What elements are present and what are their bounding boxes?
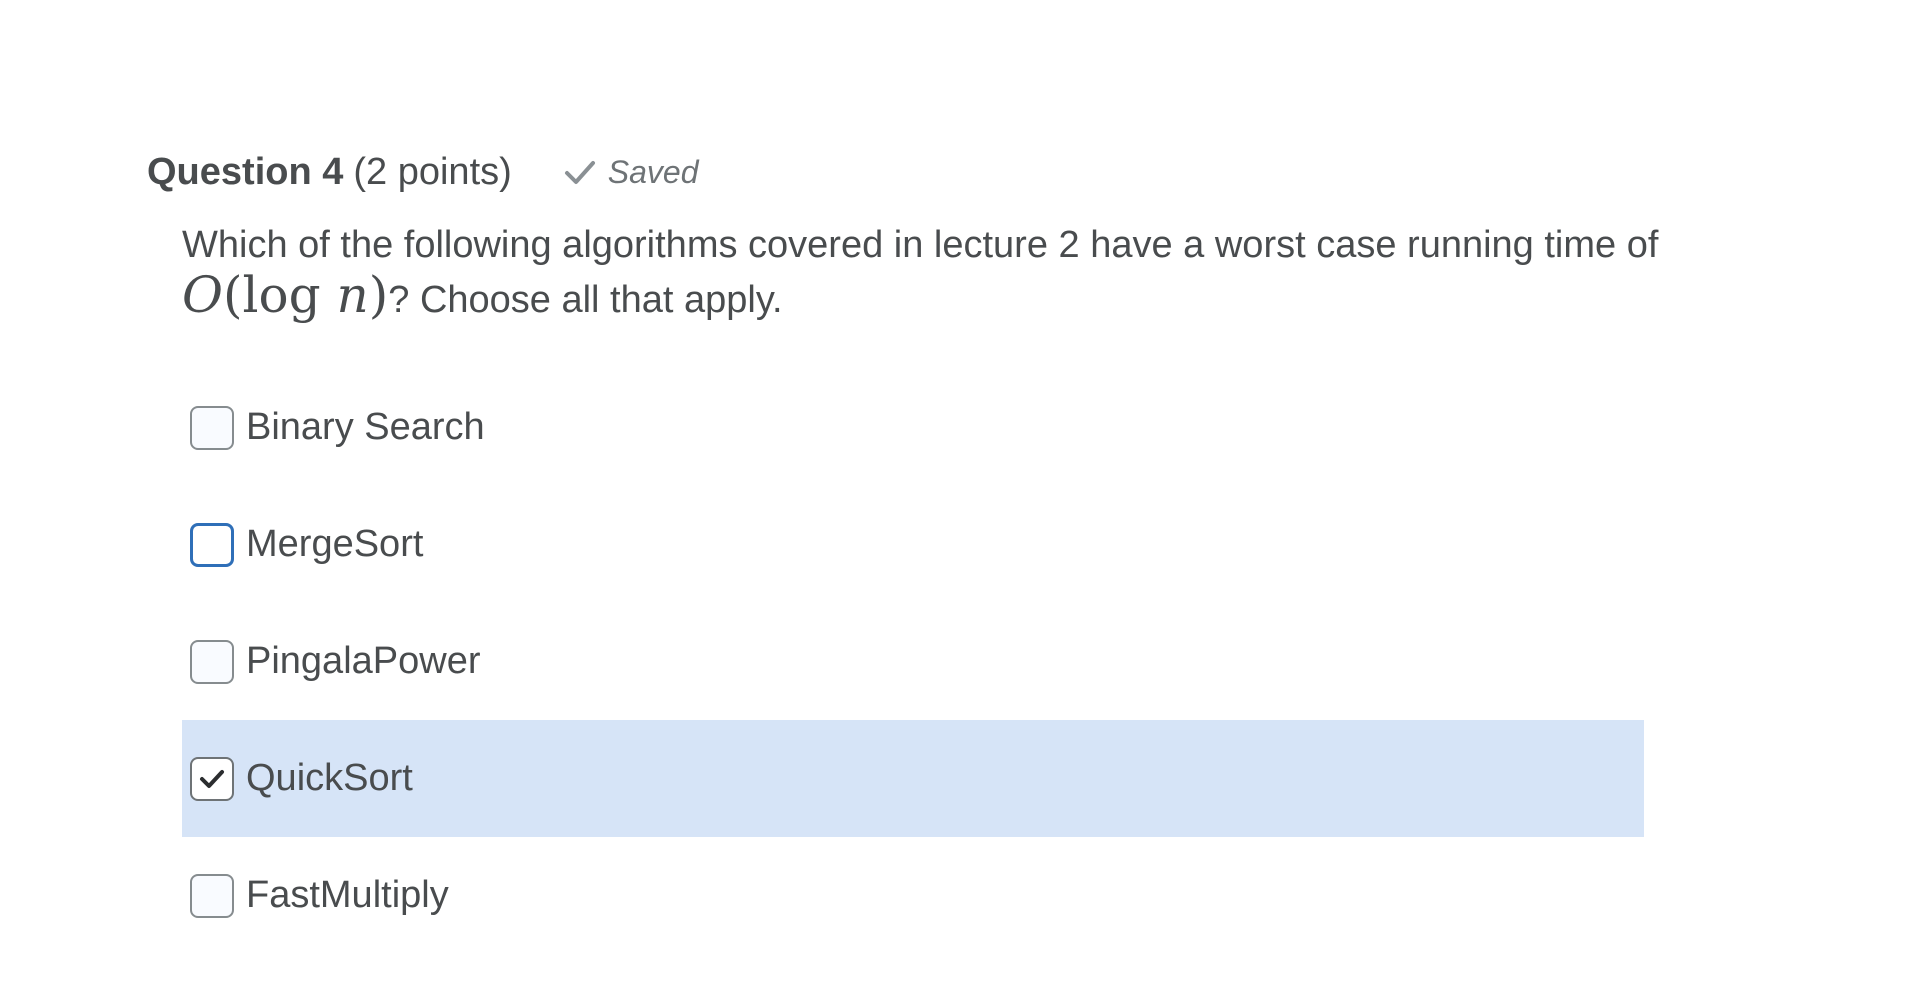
prompt-text-start: Which of the following algorithms covered in lecture 2 have a worst case running time of [182,224,1659,266]
question-prompt [182,220,1662,325]
choice-label: QuickSort [246,757,413,799]
question-header [147,148,699,196]
checkmark-icon [199,768,225,790]
checkbox[interactable] [190,874,234,918]
prompt-text-end: ? Choose all that apply. [388,279,783,321]
big-o-expression [182,266,388,324]
question-title: Question 4 [147,150,344,193]
checkbox[interactable] [190,406,234,450]
checkbox[interactable] [190,640,234,684]
answer-choices [182,369,1644,954]
saved-status [564,154,699,191]
choice-binary-search[interactable] [182,369,1644,486]
math-lparen: ( [223,266,243,324]
question-points: (2 points) [353,150,512,193]
math-o: O [182,266,223,324]
choice-label: Binary Search [246,406,485,448]
choice-quicksort[interactable] [182,720,1644,837]
choice-fastmultiply[interactable] [182,837,1644,954]
choice-label: MergeSort [246,523,424,565]
saved-status-text: Saved [607,153,699,190]
checkbox[interactable] [190,523,234,567]
math-rparen: ) [368,266,389,324]
choice-pingalapower[interactable] [182,603,1644,720]
choice-mergesort[interactable] [182,486,1644,603]
choice-label: FastMultiply [246,874,449,916]
checkbox-checked[interactable] [190,757,234,801]
math-n: n [336,266,369,324]
math-log: log [242,266,321,324]
choice-label: PingalaPower [246,640,481,682]
check-icon [564,158,596,186]
